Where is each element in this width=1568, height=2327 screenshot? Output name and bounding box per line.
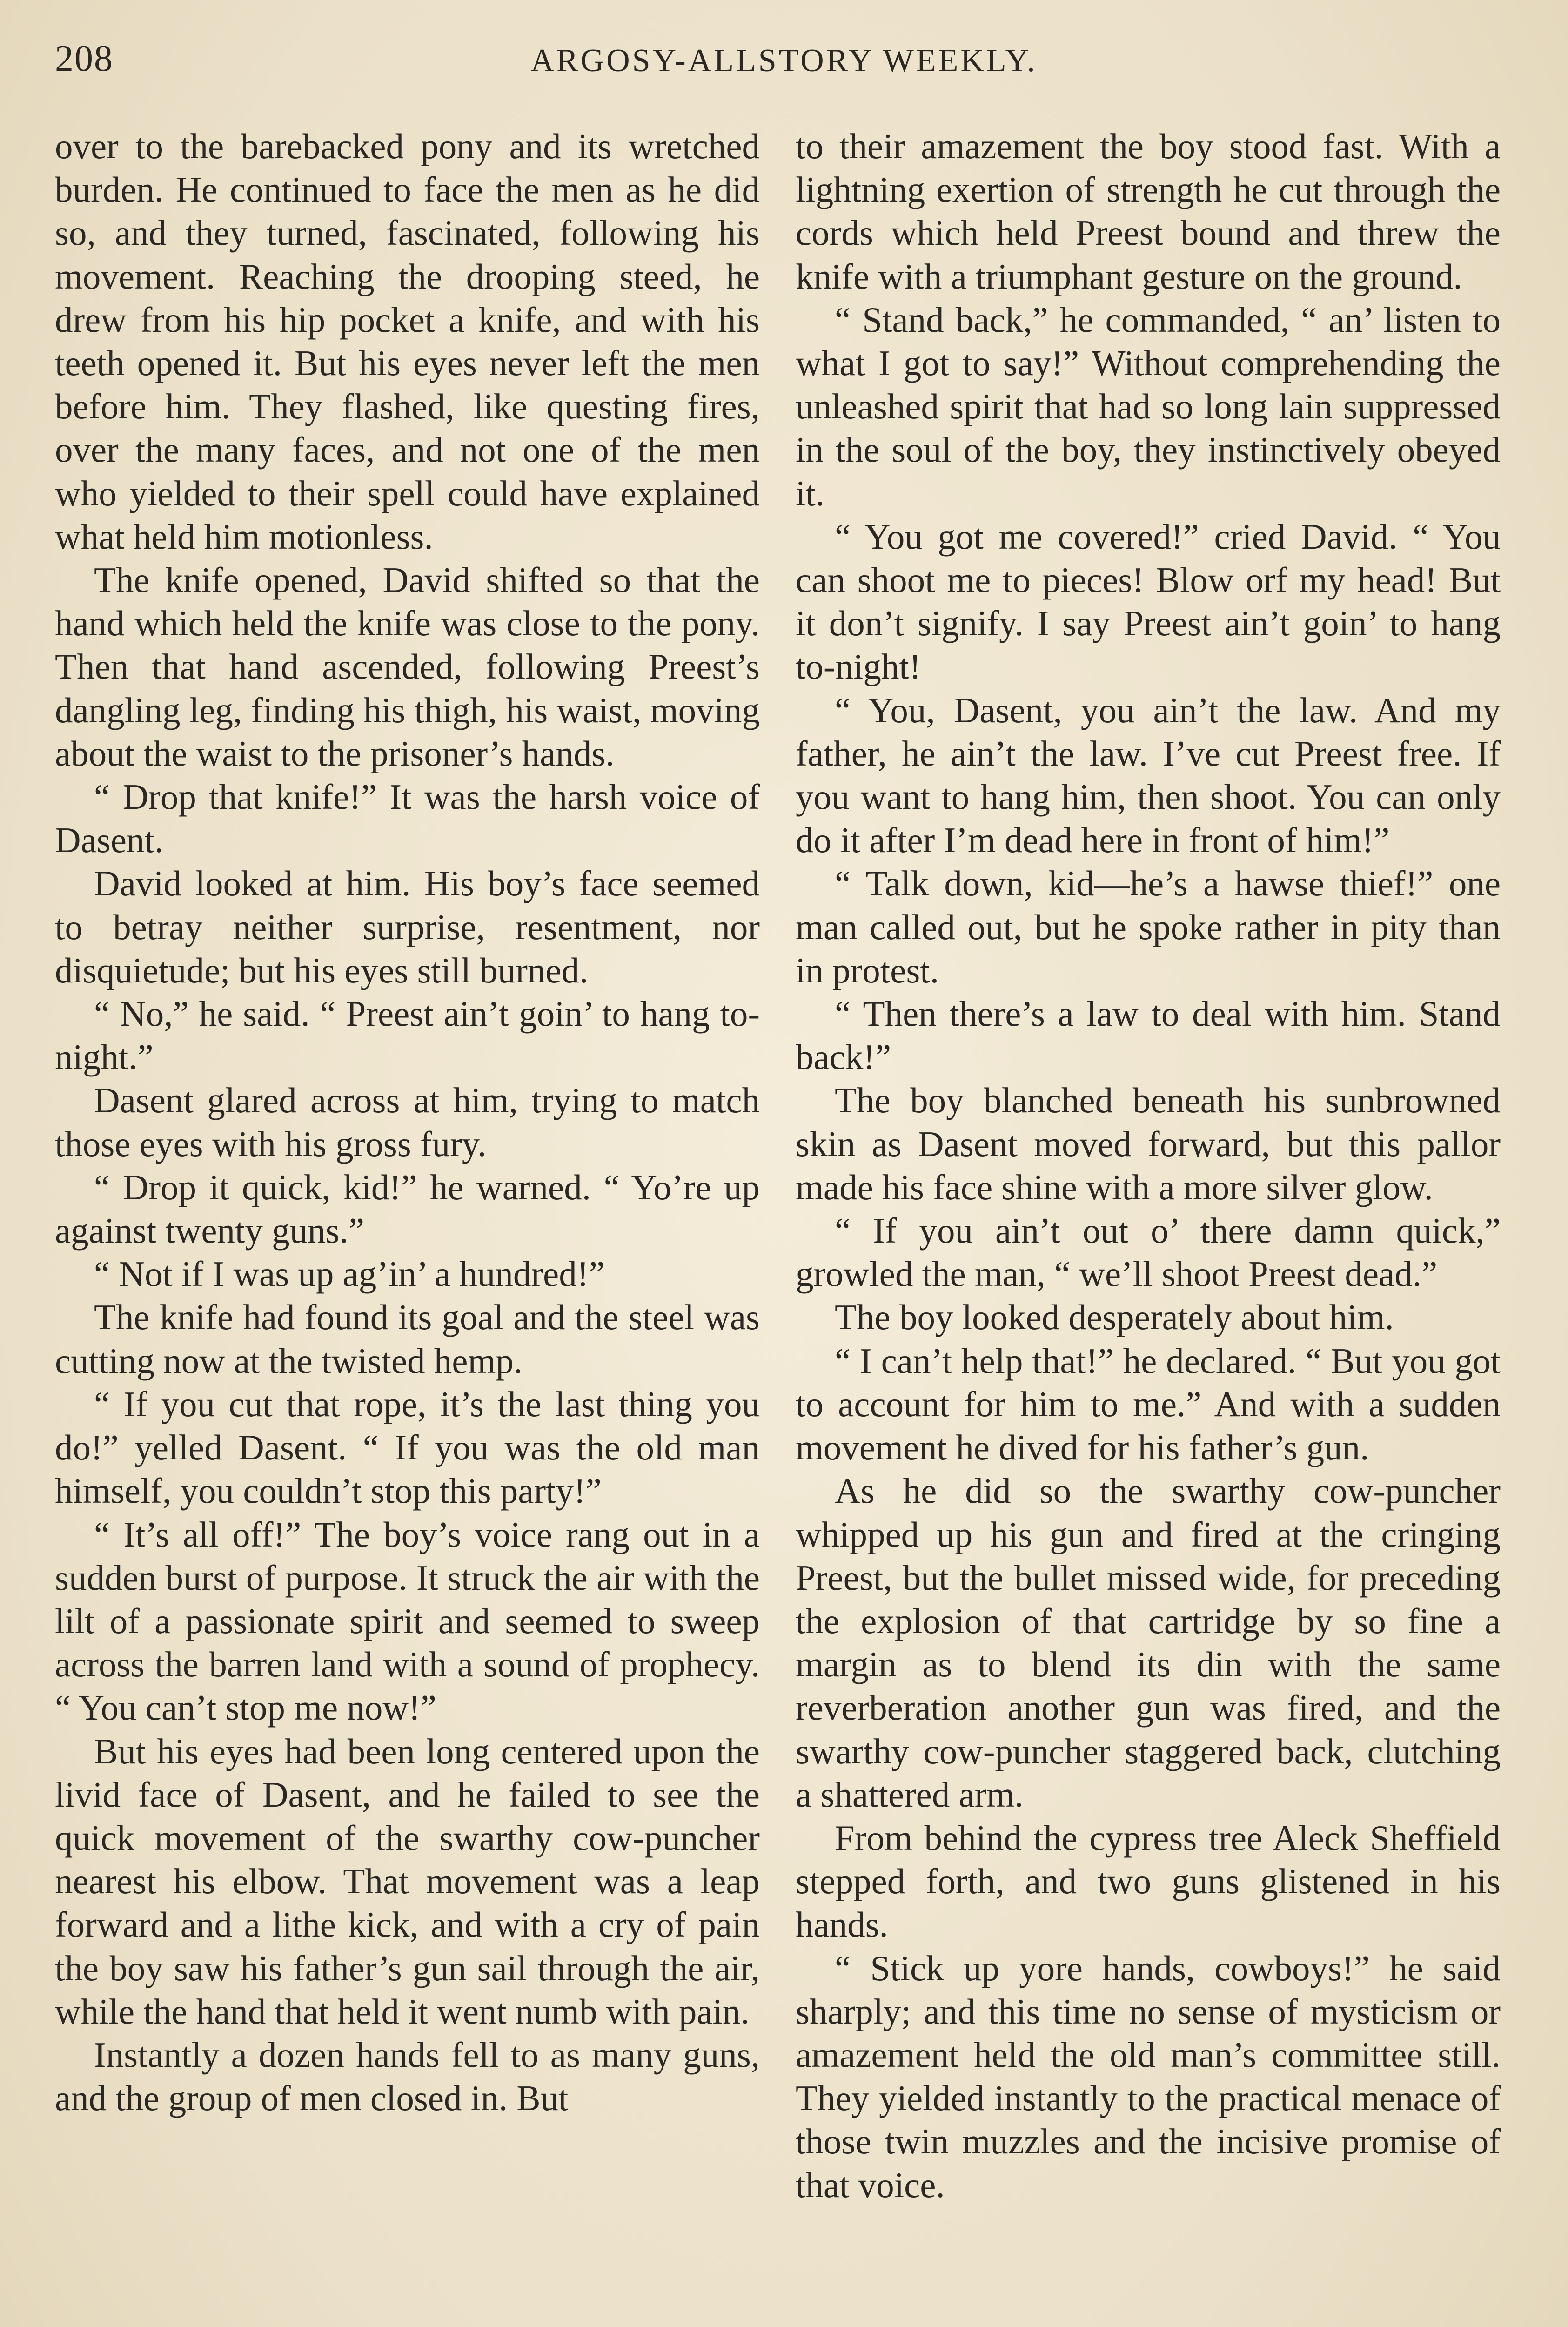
- paragraph: “ Drop that knife!” It was the harsh voice of Dasent.: [55, 777, 760, 861]
- right-column: [796, 125, 1501, 2207]
- left-column: [55, 125, 760, 2120]
- paragraph: The knife opened, David shifted so that the hand which held the knife was close to the pony. Then that hand ascended, following Preest’s dangling leg, finding his thigh, his waist, moving about the waist to the prisoner’s hands.: [55, 560, 760, 773]
- paragraph: “ Talk down, kid—he’s a hawse thief!” one man called out, but he spoke rather in pity than in protest.: [796, 863, 1501, 990]
- paragraph: “ Then there’s a law to deal with him. Stand back!”: [796, 994, 1501, 1077]
- paragraph: The knife had found its goal and the steel was cutting now at the twisted hemp.: [55, 1297, 760, 1381]
- paragraph: “ Stick up yore hands, cowboys!” he said sharply; and this time no sense of mysticism or amazement held the old man’s committee still. They yielded instantly to the practical menace of those twin muzzles and the incisive promise of that voice.: [796, 1948, 1501, 2205]
- paragraph: “ Drop it quick, kid!” he warned. “ Yo’re up against twenty guns.”: [55, 1167, 760, 1251]
- running-title: ARGOSY-ALLSTORY WEEKLY.: [530, 43, 1038, 79]
- paragraph: “ If you cut that rope, it’s the last thing you do!” yelled Dasent. “ If you was the old man himself, you couldn’t stop this party!”: [55, 1384, 760, 1511]
- paragraph: to their amazement the boy stood fast. With a lightning exertion of strength he cut through the cords which held Preest bound and threw the knife with a triumphant gesture on the ground.: [796, 126, 1501, 296]
- paragraph: But his eyes had been long centered upon the livid face of Dasent, and he failed to see the quick movement of the swarthy cow-puncher nearest his elbow. That movement was a leap forward and a lithe kick, and with a cry of pain the boy saw his father’s gun sail through the air, while the hand that held it went numb with pain.: [55, 1731, 760, 2031]
- paragraph: “ You got me covered!” cried David. “ You can shoot me to pieces! Blow orf my head! But it don’t signify. I say Preest ain’t goin’ to hang to-night!: [796, 516, 1501, 687]
- paragraph: David looked at him. His boy’s face seemed to betray neither surprise, resentment, nor disquietude; but his eyes still burned.: [55, 863, 760, 990]
- paragraph: “ I can’t help that!” he declared. “ But you got to account for him to me.” And with a sudden movement he dived for his father’s gun.: [796, 1340, 1501, 1468]
- paragraph: “ If you ain’t out o’ there damn quick,” growled the man, “ we’ll shoot Preest dead.”: [796, 1211, 1501, 1294]
- paragraph: The boy blanched beneath his sunbrowned skin as Dasent moved forward, but this pallor made his face shine with a more silver glow.: [796, 1080, 1501, 1207]
- paragraph: over to the barebacked pony and its wretched burden. He continued to face the men as he did so, and they turned, fascinated, following his movement. Reaching the drooping steed, he drew from his hip pocket a knife, and with his teeth opened it. But his eyes never left the men before him. They flashed, like questing fires, over the many faces, and not one of the men who yielded to their spell could have explained what held him motionless.: [55, 126, 760, 557]
- paragraph: “ It’s all off!” The boy’s voice rang out in a sudden burst of purpose. It struck the air with the lilt of a passionate spirit and seemed to sweep across the barren land with a sound of prophecy. “ You can’t stop me now!”: [55, 1514, 760, 1728]
- paragraph: “ You, Dasent, you ain’t the law. And my father, he ain’t the law. I’ve cut Preest free. If you want to hang him, then shoot. You can only do it after I’m dead here in front of him!”: [796, 690, 1501, 861]
- paragraph: Instantly a dozen hands fell to as many guns, and the group of men closed in. But: [55, 2034, 760, 2119]
- paragraph: Dasent glared across at him, trying to match those eyes with his gross fury.: [55, 1080, 760, 1164]
- paragraph: “ No,” he said. “ Preest ain’t goin’ to hang to-night.”: [55, 994, 760, 1077]
- paragraph: As he did so the swarthy cow-puncher whipped up his gun and fired at the cringing Preest, but the bullet missed wide, for preceding the explosion of that cartridge by so fine a margin as to blend its din with the same reverberation another gun was fired, and the swarthy cow-puncher staggered back, clutching a shattered arm.: [796, 1471, 1501, 1815]
- paragraph: From behind the cypress tree Aleck Sheffield stepped forth, and two guns glistened in his hands.: [796, 1817, 1501, 1945]
- paragraph: “ Not if I was up ag’in’ a hundred!”: [94, 1254, 605, 1294]
- paragraph: “ Stand back,” he commanded, “ an’ listen to what I got to say!” Without comprehending the unleashed spirit that had so long lain suppressed in the soul of the boy, they instinctively obeyed it.: [796, 299, 1501, 513]
- paragraph: The boy looked desperately about him.: [835, 1297, 1394, 1338]
- page-number: 208: [55, 38, 114, 79]
